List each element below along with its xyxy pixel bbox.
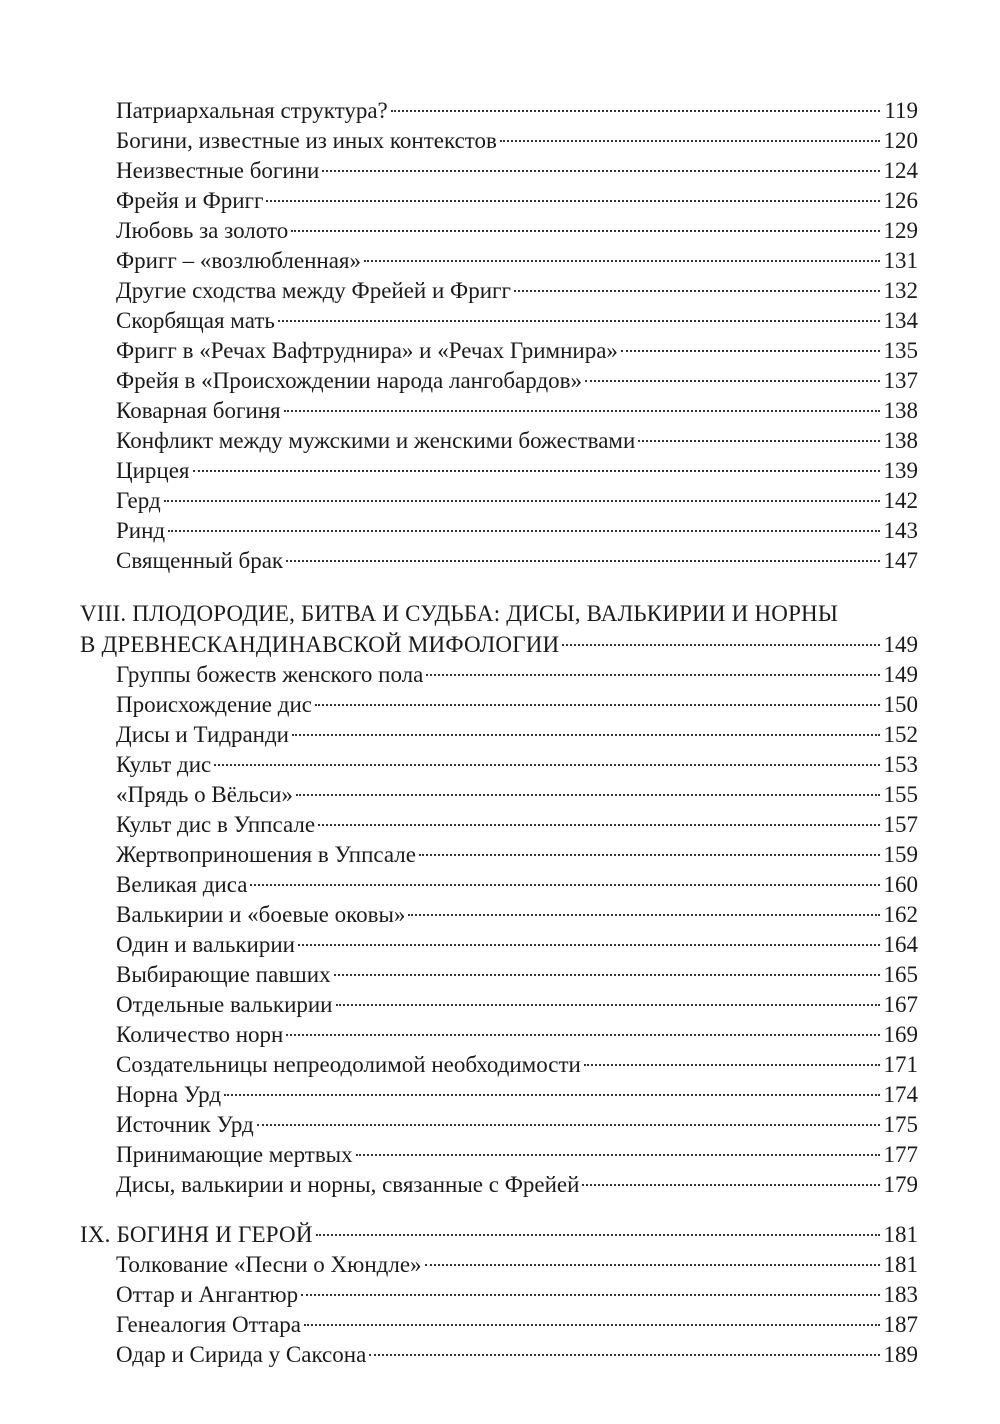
leader-dots (638, 440, 879, 442)
toc-entry[interactable] (80, 186, 918, 216)
chapter-9-entries (80, 1250, 918, 1370)
page-number: 164 (883, 932, 918, 957)
entry-title: Дисы, валькирии и норны, связанные с Фрейей (116, 1172, 580, 1197)
chapter-9 (80, 1220, 918, 1370)
page-number: 149 (883, 662, 918, 687)
leader-dots (582, 1184, 879, 1186)
toc-entry[interactable] (80, 366, 918, 396)
toc-entry[interactable] (80, 1110, 918, 1140)
toc-entry[interactable] (80, 660, 918, 690)
page-number: 147 (883, 548, 918, 573)
entry-title: Скорбящая мать (116, 308, 275, 333)
toc-entry[interactable] (80, 1280, 918, 1310)
entry-title: Фригг – «возлюбленная» (116, 248, 362, 273)
page-number: 153 (883, 752, 918, 777)
entry-title: Одар и Сирида у Саксона (116, 1342, 367, 1367)
toc-entry[interactable] (80, 546, 918, 576)
page-number: 171 (883, 1052, 918, 1077)
entry-title: Фрейя в «Происхождении народа лангобардов» (116, 368, 583, 393)
entry-title: Создательницы непреодолимой необходимости (116, 1052, 581, 1077)
leader-dots (284, 410, 880, 412)
page-number: 142 (883, 488, 918, 513)
page-number: 175 (883, 1112, 918, 1137)
leader-dots (250, 884, 879, 886)
page-number: 152 (883, 722, 918, 747)
leader-dots (291, 230, 879, 232)
toc-entry[interactable] (80, 456, 918, 486)
leader-dots (292, 734, 880, 736)
toc-entry[interactable] (80, 96, 918, 126)
entry-title: Великая диса (116, 872, 248, 897)
entry-title: Количество норн (116, 1022, 284, 1047)
page-number: 143 (883, 518, 918, 543)
leader-dots (500, 140, 880, 142)
entry-title: Один и валькирии (116, 932, 295, 957)
entry-title: Валькирии и «боевые оковы» (116, 902, 406, 927)
entry-title: Коварная богиня (116, 398, 281, 423)
leader-dots (364, 260, 879, 262)
toc-entry[interactable] (80, 216, 918, 246)
entry-title: Цирцея (116, 458, 190, 483)
leader-dots (369, 1354, 879, 1356)
entry-title: Оттар и Ангантюр (116, 1282, 299, 1307)
page-number: 169 (883, 1022, 918, 1047)
page-number: 155 (883, 782, 918, 807)
entry-title: «Прядь о Вёльси» (116, 782, 293, 807)
leader-dots (391, 110, 881, 112)
toc-entry[interactable] (80, 810, 918, 840)
chapter-title: IX. БОГИНЯ И ГЕРОЙ (80, 1222, 313, 1247)
leader-dots (257, 1124, 880, 1126)
chapter-9-heading[interactable] (80, 1220, 918, 1250)
page-number: 174 (883, 1082, 918, 1107)
entry-title: Выбирающие павших (116, 962, 331, 987)
page-number: 131 (883, 248, 918, 273)
toc-entry[interactable] (80, 1170, 918, 1200)
leader-dots (168, 530, 879, 532)
leader-dots (322, 170, 879, 172)
leader-dots (562, 644, 879, 646)
page-number: 139 (883, 458, 918, 483)
leader-dots (318, 824, 879, 826)
toc-entry[interactable] (80, 1140, 918, 1170)
page-number: 159 (883, 842, 918, 867)
leader-dots (426, 674, 879, 676)
toc-entry[interactable] (80, 1020, 918, 1050)
leader-dots (408, 914, 879, 916)
toc-entry[interactable] (80, 1050, 918, 1080)
page-number: 150 (883, 692, 918, 717)
leader-dots (336, 1004, 880, 1006)
table-of-contents (80, 96, 918, 1370)
leader-dots (298, 944, 880, 946)
toc-entry[interactable] (80, 960, 918, 990)
entry-title: Норна Урд (116, 1082, 222, 1107)
toc-entry[interactable] (80, 990, 918, 1020)
entry-title: Генеалогия Оттара (116, 1312, 301, 1337)
entry-title: Происхождение дис (116, 692, 312, 717)
toc-entry[interactable] (80, 870, 918, 900)
page-number: 120 (883, 128, 918, 153)
page-number: 119 (884, 98, 918, 123)
leader-dots (286, 1034, 879, 1036)
page-number: 137 (883, 368, 918, 393)
toc-entry[interactable] (80, 840, 918, 870)
page-number: 181 (883, 1222, 918, 1247)
toc-entry[interactable] (80, 720, 918, 750)
leader-dots (356, 1154, 880, 1156)
entry-title: Ринд (116, 518, 166, 543)
toc-entry[interactable] (80, 750, 918, 780)
entry-title: Культ дис (116, 752, 212, 777)
chapter-title: В ДРЕВНЕСКАНДИНАВСКОЙ МИФОЛОГИИ (80, 632, 560, 657)
toc-entry[interactable] (80, 156, 918, 186)
leader-dots (266, 200, 879, 202)
toc-entry[interactable] (80, 1250, 918, 1280)
leader-dots (316, 1234, 880, 1236)
section-gap (80, 1200, 918, 1220)
toc-entry[interactable] (80, 900, 918, 930)
toc-entry[interactable] (80, 426, 918, 456)
toc-entry[interactable] (80, 486, 918, 516)
toc-entry[interactable] (80, 246, 918, 276)
leader-dots (301, 1294, 879, 1296)
page-number: 165 (883, 962, 918, 987)
entry-title: Толкование «Песни о Хюндле» (116, 1252, 422, 1277)
entry-title: Фрейя и Фригг (116, 188, 264, 213)
entry-title: Неизвестные богини (116, 158, 320, 183)
page-number: 187 (883, 1312, 918, 1337)
page-number: 132 (883, 278, 918, 303)
page-number: 167 (883, 992, 918, 1017)
chapter-8 (80, 598, 918, 1200)
leader-dots (584, 1064, 880, 1066)
entry-title: Отдельные валькирии (116, 992, 333, 1017)
entry-title: Другие сходства между Фрейей и Фригг (116, 278, 511, 303)
page-number: 189 (883, 1342, 918, 1367)
leader-dots (621, 350, 880, 352)
leader-dots (214, 764, 879, 766)
leader-dots (419, 854, 880, 856)
entry-title: Богини, известные из иных контекстов (116, 128, 497, 153)
page-number: 134 (883, 308, 918, 333)
leader-dots (334, 974, 880, 976)
leader-dots (514, 290, 880, 292)
section-gap (80, 576, 918, 598)
chapter-title: VIII. ПЛОДОРОДИЕ, БИТВА И СУДЬБА: ДИСЫ, ВАЛЬКИРИИ И НОРНЫ (80, 601, 839, 626)
leader-dots (164, 500, 880, 502)
page-number: 160 (883, 872, 918, 897)
toc-entry[interactable] (80, 930, 918, 960)
page-number: 138 (883, 428, 918, 453)
leader-dots (425, 1264, 880, 1266)
page-number: 138 (883, 398, 918, 423)
entry-title: Герд (116, 488, 161, 513)
toc-entry[interactable] (80, 516, 918, 546)
page-number: 149 (883, 632, 918, 657)
toc-entry[interactable] (80, 396, 918, 426)
chapter-8-heading-line1[interactable] (80, 598, 918, 630)
page-number: 157 (883, 812, 918, 837)
entry-title: Группы божеств женского пола (116, 662, 424, 687)
entry-title: Принимающие мертвых (116, 1142, 353, 1167)
toc-entry[interactable] (80, 306, 918, 336)
toc-entry[interactable] (80, 780, 918, 810)
leader-dots (585, 380, 879, 382)
chapter-8-entries (80, 660, 918, 1200)
entry-title: Конфликт между мужскими и женскими божествами (116, 428, 636, 453)
page-number: 177 (883, 1142, 918, 1167)
entry-title: Жертвоприношения в Уппсале (116, 842, 416, 867)
toc-entry[interactable] (80, 126, 918, 156)
entry-title: Дисы и Тидранди (116, 722, 289, 747)
toc-entry[interactable] (80, 690, 918, 720)
page-number: 181 (883, 1252, 918, 1277)
toc-entry[interactable] (80, 336, 918, 366)
toc-entry[interactable] (80, 1310, 918, 1340)
leader-dots (193, 470, 880, 472)
leader-dots (315, 704, 880, 706)
page-number: 183 (883, 1282, 918, 1307)
entry-title: Культ дис в Уппсале (116, 812, 316, 837)
page-number: 179 (883, 1172, 918, 1197)
page-number: 162 (883, 902, 918, 927)
toc-section-continued (80, 96, 918, 576)
page-number: 135 (883, 338, 918, 363)
entry-title: Источник Урд (116, 1112, 254, 1137)
entry-title: Любовь за золото (116, 218, 289, 243)
toc-entry[interactable] (80, 1080, 918, 1110)
entry-title: Священный брак (116, 548, 284, 573)
page-number: 129 (883, 218, 918, 243)
page-number: 126 (883, 188, 918, 213)
toc-entry[interactable] (80, 276, 918, 306)
leader-dots (286, 560, 879, 562)
leader-dots (296, 794, 880, 796)
entry-title: Фригг в «Речах Вафтруднира» и «Речах Гримнира» (116, 338, 618, 363)
leader-dots (278, 320, 880, 322)
entry-title: Патриархальная структура? (116, 98, 388, 123)
chapter-8-heading-line2[interactable] (80, 630, 918, 660)
toc-entry[interactable] (80, 1340, 918, 1370)
page-number: 124 (883, 158, 918, 183)
leader-dots (224, 1094, 879, 1096)
leader-dots (304, 1324, 880, 1326)
